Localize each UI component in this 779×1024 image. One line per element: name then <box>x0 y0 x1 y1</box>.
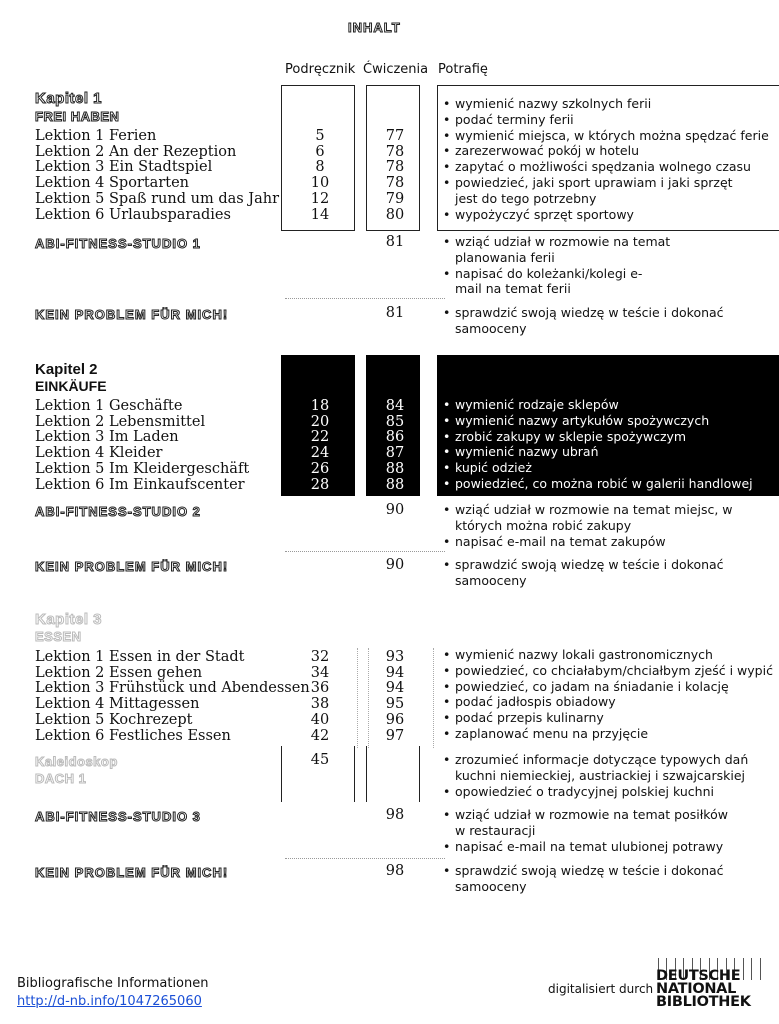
skill-item: • powiedzieć, co można robić w galerii handlowej <box>443 476 773 492</box>
page-number: 86 <box>385 429 405 446</box>
dnb-logo-line: DEUTSCHE <box>656 968 741 984</box>
test-3-label: KEIN PROBLEM FÜR MICH! <box>35 865 229 880</box>
chapter-1-cw-pages <box>375 129 415 223</box>
column-header-cwiczenia: Ćwiczenia <box>363 62 429 77</box>
studio-2-page: 90 <box>385 502 405 518</box>
studio-3-label: ABI-FITNESS-STUDIO 3 <box>35 809 201 824</box>
page-number: 34 <box>310 664 330 681</box>
page-number: 87 <box>385 445 405 462</box>
kaleidoskop-skills <box>443 752 773 799</box>
chapter-2-title: EINKÄUFE <box>35 378 107 394</box>
page-number: 80 <box>385 206 405 223</box>
chapter-1-title: FREI HABEN <box>35 109 120 124</box>
studio-1-skills <box>443 234 743 297</box>
divider <box>285 858 445 859</box>
chapter-2-lessons <box>35 399 249 493</box>
page-number: 96 <box>385 711 405 728</box>
lesson-item: Lektion 5 Kochrezept <box>35 711 193 728</box>
divider <box>285 298 445 299</box>
dnb-logo-line: BIBLIOTHEK <box>656 994 751 1010</box>
skill-item: • wypożyczyć sprzęt sportowy <box>443 207 773 223</box>
test-3-skills <box>443 863 743 895</box>
page-number: 88 <box>385 460 405 477</box>
skill-item: • wymienić rodzaje sklepów <box>443 397 773 413</box>
skill-item: • wymienić miejsca, w których można spędzać ferie <box>443 128 773 144</box>
chapter-1-skills <box>443 96 773 222</box>
kaleidoskop-cwiczenia-box <box>366 746 420 802</box>
page-number: 6 <box>315 143 325 160</box>
page-title: INHALT <box>348 20 401 35</box>
skill-item: • zaplanować menu na przyjęcie <box>443 726 773 742</box>
skill-item: • wziąć udział w rozmowie na temat posiłków w restauracji <box>443 807 740 839</box>
lesson-item: Lektion 2 An der Rezeption <box>35 143 237 160</box>
test-2-page: 90 <box>385 557 405 573</box>
chapter-3-cw-pages <box>375 650 415 744</box>
dnb-logo-line: NATIONAL <box>656 981 737 997</box>
page-number: 97 <box>385 727 405 744</box>
page-number: 78 <box>385 175 405 192</box>
page-number: 38 <box>310 696 330 713</box>
skill-item: • sprawdzić swoją wiedzę w teście i dokonać samooceny <box>443 305 735 337</box>
lesson-item: Lektion 4 Mittagessen <box>35 696 200 713</box>
page-number: 5 <box>315 128 325 144</box>
lesson-item: Lektion 6 Urlaubsparadies <box>35 206 231 223</box>
skill-item: • wymienić nazwy lokali gastronomicznych <box>443 647 773 663</box>
page-number: 78 <box>385 143 405 160</box>
page-number: 94 <box>385 680 405 697</box>
chapter-3-skills <box>443 647 773 742</box>
skill-item: • powiedzieć, co jadam na śniadanie i kolację <box>443 679 773 695</box>
chapter-3-lessons <box>35 650 310 744</box>
page-number: 42 <box>310 727 330 744</box>
skill-item: • wziąć udział w rozmowie na temat planowania ferii <box>443 234 743 266</box>
chapter-3-title: ESSEN <box>35 629 82 644</box>
studio-1-label: ABI-FITNESS-STUDIO 1 <box>35 236 201 251</box>
skill-item: • napisać do koleżanki/kolegi e-mail na temat ferii <box>443 266 645 298</box>
skill-item: • zapytać o możliwości spędzania wolnego czasu <box>443 159 773 175</box>
skill-item: • wymienić nazwy ubrań <box>443 444 773 460</box>
lesson-item: Lektion 6 Im Einkaufscenter <box>35 476 245 493</box>
page-number: 78 <box>385 159 405 176</box>
column-header-podrecznik: Podręcznik <box>285 62 356 77</box>
test-2-label: KEIN PROBLEM FÜR MICH! <box>35 559 229 574</box>
skill-item: • powiedzieć, co chciałabym/chciałbym zjeść i wypić <box>443 663 773 679</box>
skill-item: • podać terminy ferii <box>443 112 773 128</box>
column-header-potrafie: Potrafię <box>438 62 488 77</box>
kaleidoskop-subtitle: DACH 1 <box>35 771 87 786</box>
lesson-item: Lektion 1 Ferien <box>35 128 157 144</box>
chapter-1-pod-pages <box>300 129 340 223</box>
studio-3-skills <box>443 807 773 854</box>
divider <box>357 648 358 748</box>
lesson-item: Lektion 3 Im Laden <box>35 429 179 446</box>
skill-item: • opowiedzieć o tradycyjnej polskiej kuchni <box>443 784 773 800</box>
chapter-3-number: Kapitel 3 <box>35 611 103 628</box>
page-number: 93 <box>385 649 405 665</box>
chapter-2-cw-pages <box>375 399 415 493</box>
biblio-info-link[interactable]: http://d-nb.info/1047265060 <box>17 994 202 1009</box>
skill-item: • kupić odzież <box>443 460 773 476</box>
skill-item: • zrozumieć informacje dotyczące typowych dań kuchni niemieckiej, austriackiej i szwajcarskiej <box>443 752 770 784</box>
skill-item: • podać jadłospis obiadowy <box>443 694 773 710</box>
lesson-item: Lektion 3 Ein Stadtspiel <box>35 159 213 176</box>
page-number: 22 <box>310 429 330 446</box>
kaleidoskop-label: Kaleidoskop <box>35 754 118 769</box>
lesson-item: Lektion 2 Lebensmittel <box>35 413 206 430</box>
chapter-2-pod-pages <box>300 399 340 493</box>
lesson-item: Lektion 1 Geschäfte <box>35 398 183 414</box>
skill-item: • sprawdzić swoją wiedzę w teście i dokonać samooceny <box>443 863 735 895</box>
dnb-logo <box>656 958 766 1018</box>
studio-1-page: 81 <box>385 234 405 250</box>
page-number: 40 <box>310 711 330 728</box>
lesson-item: Lektion 3 Frühstück und Abendessen <box>35 680 310 697</box>
page-number: 12 <box>310 190 330 207</box>
chapter-3-pod-pages <box>300 650 340 744</box>
test-2-skills <box>443 557 743 589</box>
page-number: 28 <box>310 476 330 493</box>
lesson-item: Lektion 5 Im Kleidergeschäft <box>35 460 250 477</box>
chapter-2-skills <box>443 397 773 492</box>
skill-item: • powiedzieć, jaki sport uprawiam i jaki sprzęt jest do tego potrzebny <box>443 175 755 207</box>
biblio-info-label: Bibliografische Informationen <box>17 976 209 991</box>
skill-item: • wziąć udział w rozmowie na temat miejsc, w których można robić zakupy <box>443 502 779 534</box>
lesson-item: Lektion 2 Essen gehen <box>35 664 203 681</box>
test-3-page: 98 <box>385 863 405 879</box>
skill-item: • wymienić nazwy artykułów spożywczych <box>443 413 773 429</box>
divider <box>285 551 445 552</box>
skill-item: • sprawdzić swoją wiedzę w teście i dokonać samooceny <box>443 557 735 589</box>
divider <box>433 648 434 748</box>
page-number: 24 <box>310 445 330 462</box>
lesson-item: Lektion 1 Essen in der Stadt <box>35 649 245 665</box>
test-1-label: KEIN PROBLEM FÜR MICH! <box>35 307 229 322</box>
page-number: 20 <box>310 413 330 430</box>
skill-item: • zarezerwować pokój w hotelu <box>443 143 773 159</box>
studio-3-page: 98 <box>385 807 405 823</box>
page-number: 10 <box>310 175 330 192</box>
page-number: 18 <box>310 398 330 414</box>
chapter-1-lessons <box>35 129 279 223</box>
test-1-page: 81 <box>385 305 405 321</box>
page-number: 94 <box>385 664 405 681</box>
page-number: 26 <box>310 460 330 477</box>
skill-item: • napisać e-mail na temat zakupów <box>443 534 773 550</box>
chapter-1-number: Kapitel 1 <box>35 90 103 107</box>
chapter-2-number: Kapitel 2 <box>35 361 98 378</box>
page-number: 14 <box>310 206 330 223</box>
digitized-by-label: digitalisiert durch <box>548 982 654 996</box>
skill-item: • zrobić zakupy w sklepie spożywczym <box>443 429 773 445</box>
kaleidoskop-page: 45 <box>310 752 330 768</box>
studio-2-label: ABI-FITNESS-STUDIO 2 <box>35 504 201 519</box>
skill-item: • napisać e-mail na temat ulubionej potrawy <box>443 839 773 855</box>
lesson-item: Lektion 4 Kleider <box>35 445 163 462</box>
page-number: 32 <box>310 649 330 665</box>
page-number: 85 <box>385 413 405 430</box>
test-1-skills <box>443 305 743 337</box>
page-number: 77 <box>385 128 405 144</box>
lesson-item: Lektion 5 Spaß rund um das Jahr <box>35 190 280 207</box>
skill-item: • wymienić nazwy szkolnych ferii <box>443 96 773 112</box>
studio-2-skills <box>443 502 773 549</box>
page-number: 79 <box>385 190 405 207</box>
lesson-item: Lektion 6 Festliches Essen <box>35 727 231 744</box>
page-number: 88 <box>385 476 405 493</box>
page-number: 36 <box>310 680 330 697</box>
page-number: 8 <box>315 159 325 176</box>
lesson-item: Lektion 4 Sportarten <box>35 175 189 192</box>
page-number: 95 <box>385 696 405 713</box>
skill-item: • podać przepis kulinarny <box>443 710 773 726</box>
page-number: 84 <box>385 398 405 414</box>
divider <box>368 648 369 748</box>
